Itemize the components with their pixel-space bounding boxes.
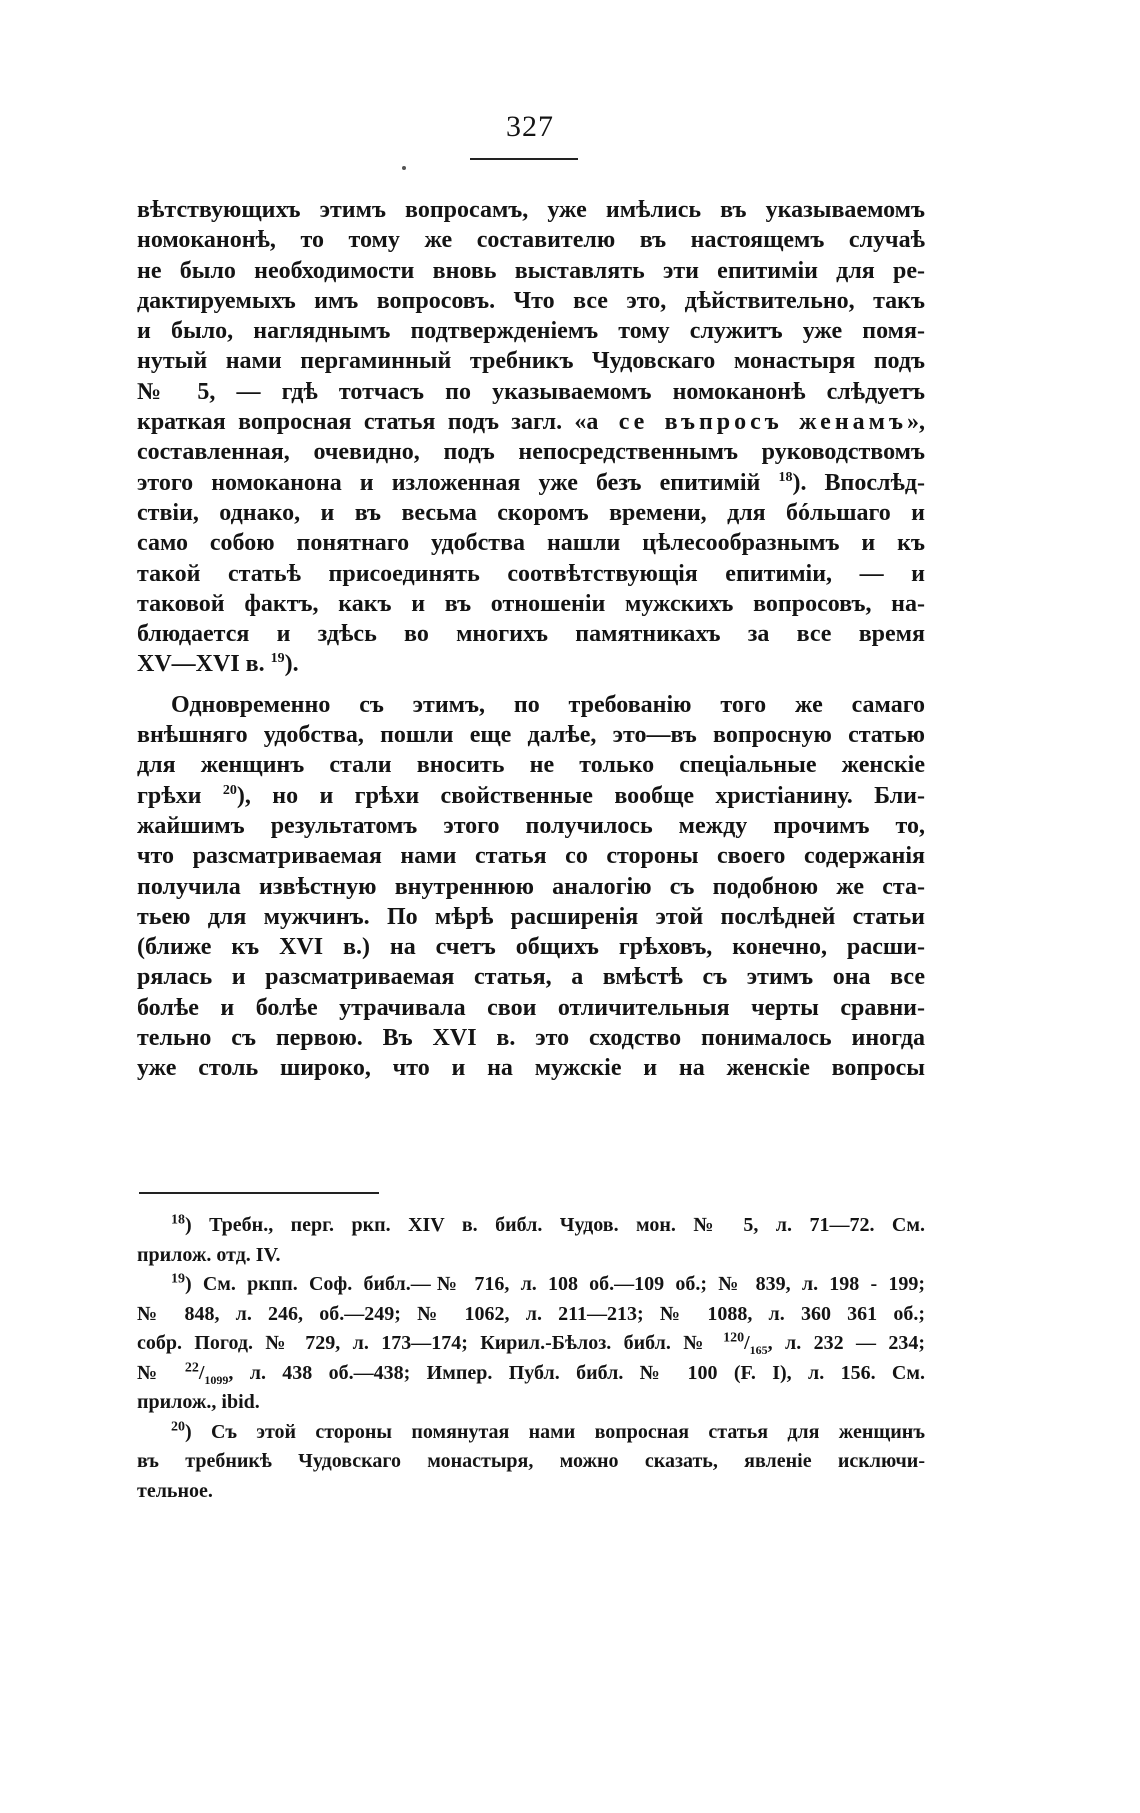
- body-line-part: краткая вопросная статья подъ загл. «: [137, 409, 587, 436]
- body-line: тельно съ первою. Въ XVI в. это сходство понималось иногда: [137, 1025, 925, 1052]
- body-text: [137, 195, 925, 1084]
- footnote-text: , л. 232 — 234;: [767, 1332, 925, 1354]
- body-line: [137, 468, 925, 498]
- footnote-19-line: [137, 1359, 925, 1389]
- body-line: Одновременно съ этимъ, по требованію того же самаго: [171, 691, 925, 718]
- fraction-denominator: 165: [749, 1343, 768, 1357]
- footnote-text: , л. 438 об.—438; Импер. Публ. библ. № 100 (F. I), л. 156. См.: [228, 1361, 925, 1384]
- footnote-19-line: [137, 1329, 925, 1359]
- body-line: [137, 407, 925, 437]
- body-line: тьею для мужчинъ. По мѣрѣ расширенія этой послѣдней статьи: [137, 903, 925, 930]
- body-line-part: ), но и грѣхи свойственные вообще христіанину. Бли-: [236, 782, 925, 809]
- body-line: дактируемыхъ имъ вопросовъ. Что все это, дѣйствительно, такъ: [137, 287, 925, 314]
- page-number: 327: [506, 110, 554, 143]
- footnote-mark: 20: [171, 1418, 185, 1434]
- fraction-numerator: 22: [184, 1359, 199, 1375]
- body-line-part: »,: [906, 409, 925, 436]
- body-line: внѣшняго удобства, пошли еще далѣе, это—въ вопросную статью: [137, 722, 925, 749]
- header-dot: [402, 166, 406, 170]
- footnote-separator: [139, 1192, 379, 1194]
- header-rule: [470, 158, 578, 160]
- footnote-ref-20[interactable]: 20: [222, 782, 237, 798]
- fraction-slash: /: [744, 1332, 750, 1354]
- body-line: [137, 649, 925, 679]
- footnote-19: [137, 1270, 925, 1300]
- body-line: такой статьѣ присоединять соотвѣтствующія епитиміи, — и: [137, 560, 925, 587]
- footnote-mark: 18: [171, 1212, 185, 1228]
- body-line: для женщинъ стали вносить не только спеціальные женскіе: [137, 752, 925, 779]
- body-line: ствіи, однако, и въ весьма скоромъ времени, для бóльшаго и: [137, 499, 925, 526]
- body-line: вѣтствующихъ этимъ вопросамъ, уже имѣлись въ указываемомъ: [137, 197, 925, 223]
- footnote-20-line: въ требникѣ Чудовскаго монастыря, можно сказать, явленіе исключи-: [137, 1450, 925, 1472]
- spaced-title: а се въпросъ женамъ: [586, 409, 907, 436]
- fraction-slash: /: [198, 1361, 205, 1384]
- footnote-text: собр. Погод. № 729, л. 173—174; Кирил.-Бѣлоз. библ. №: [137, 1332, 724, 1354]
- body-line: само собою понятнаго удобства нашли цѣлесообразнымъ и къ: [137, 530, 925, 557]
- body-line: (ближе къ XVI в.) на счетъ общихъ грѣховъ, конечно, расши-: [137, 934, 925, 961]
- body-line: и было, нагляднымъ подтвержденіемъ тому служитъ уже помя-: [137, 318, 925, 345]
- footnote-20-line: тельное.: [137, 1479, 213, 1502]
- body-line: [137, 781, 925, 811]
- body-line: не было необходимости вновь выставлять эти епитиміи для ре-: [137, 257, 925, 284]
- body-line: болѣе и болѣе утрачивала свои отличительныя черты сравни-: [137, 994, 925, 1021]
- footnote-text: ) Съ этой стороны помянутая нами вопросная статья для женщинъ: [185, 1420, 925, 1443]
- body-line: уже столь широко, что и на мужскіе и на женскіе вопросы: [137, 1055, 925, 1082]
- body-line: жайшимъ результатомъ этого получилось между прочимъ то,: [137, 812, 925, 839]
- footnote-ref-19[interactable]: 19: [270, 651, 285, 667]
- body-line: нутый нами пергаминный требникъ Чудовскаго монастыря подъ: [137, 348, 925, 375]
- footnote-text: ) Требн., перг. ркп. XIV в. библ. Чудов. мон. № 5, л. 71—72. См.: [185, 1214, 925, 1236]
- fraction-denominator: 1099: [204, 1372, 229, 1387]
- footnote-19-line: прилож., ibid.: [137, 1391, 260, 1413]
- body-line: номоканонѣ, то тому же составителю въ настоящемъ случаѣ: [137, 227, 925, 254]
- footnote-19-line: № 848, л. 246, об.—249; № 1062, л. 211—213; № 1088, л. 360 361 об.;: [137, 1302, 925, 1325]
- body-line: рялась и разсматриваемая статья, а вмѣстѣ съ этимъ она все: [137, 964, 925, 991]
- body-line: составленная, очевидно, подъ непосредственнымъ руководствомъ: [137, 439, 925, 466]
- body-line: что разсматриваемая нами статья со стороны своего содержанія: [137, 843, 925, 870]
- footnotes: [137, 1211, 925, 1506]
- body-line-part: XV—XVI в.: [137, 651, 271, 678]
- body-line-part: ).: [284, 651, 299, 678]
- body-line-part: этого номоканона и изложенная уже безъ епитимій: [137, 469, 779, 496]
- fraction-numerator: 120: [723, 1330, 745, 1346]
- body-line: таковой фактъ, какъ и въ отношеніи мужскихъ вопросовъ, на-: [137, 590, 925, 617]
- footnote-mark: 19: [171, 1271, 185, 1287]
- footnote-20: [137, 1418, 925, 1448]
- body-line: № 5, — гдѣ тотчасъ по указываемомъ номоканонѣ слѣдуетъ: [137, 378, 925, 405]
- body-line-part: грѣхи: [137, 782, 223, 809]
- footnote-text: №: [137, 1361, 185, 1384]
- body-line-part: ). Впослѣд-: [792, 469, 926, 496]
- body-line: блюдается и здѣсь во многихъ памятникахъ за все время: [137, 621, 925, 648]
- footnote-18: [137, 1211, 925, 1241]
- paragraph-gap: [137, 680, 925, 690]
- footnote-text: ) См. ркпп. Соф. библ.—№ 716, л. 108 об.—109 об.; № 839, л. 198 - 199;: [185, 1273, 925, 1295]
- footnote-18-line: прилож. отд. IV.: [137, 1243, 281, 1266]
- footnote-ref-18[interactable]: 18: [778, 469, 793, 485]
- body-line: получила извѣстную внутреннюю аналогію съ подобною же ста-: [137, 873, 925, 900]
